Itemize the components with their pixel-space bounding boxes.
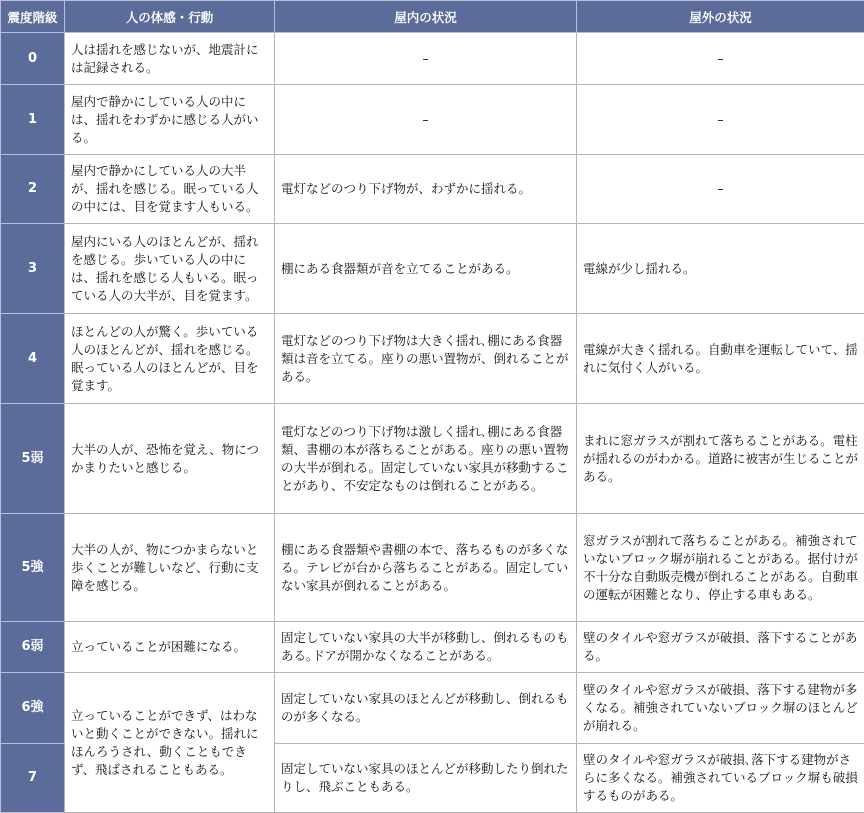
- intensity-level: 5強: [1, 514, 65, 622]
- intensity-level: 7: [1, 744, 65, 813]
- indoor-cell: 電灯などのつり下げ物は大きく揺れ､棚にある食器類は音を立てる。座りの悪い置物が、倒れることがある。: [275, 314, 577, 404]
- indoor-cell: 電灯などのつり下げ物は激しく揺れ､棚にある食器類、書棚の本が落ちることがある。座りの悪い置物の大半が倒れる。固定していない家具が移動することがあり、不安定なものは倒れることがある。: [275, 404, 577, 514]
- person-cell: 立っていることができず、はわないと動くことができない。揺れにほんろうされ、動くこともできず、飛ばされることもある。: [65, 673, 275, 813]
- intensity-level: 6弱: [1, 622, 65, 673]
- header-level: 震度階級: [1, 1, 65, 33]
- intensity-level: 1: [1, 85, 65, 155]
- outdoor-cell: 窓ガラスが割れて落ちることがある。補強されていないブロック塀が崩れることがある。据付けが不十分な自動販売機が倒れることがある。自動車の運転が困難となり、停止する車もある。: [577, 514, 864, 622]
- person-cell: 屋内にいる人のほとんどが、揺れを感じる。歩いている人の中には、揺れを感じる人もいる。眠っている人の大半が、目を覚ます。: [65, 224, 275, 314]
- table-row: [1, 33, 864, 85]
- indoor-cell: –: [275, 85, 577, 155]
- table-row: [1, 514, 864, 622]
- outdoor-cell: 電線が少し揺れる。: [577, 224, 864, 314]
- header-person: 人の体感・行動: [65, 1, 275, 33]
- intensity-level: 2: [1, 155, 65, 224]
- outdoor-cell: 壁のタイルや窓ガラスが破損、落下する建物が多くなる。補強されていないブロック塀のほとんどが崩れる。: [577, 673, 864, 744]
- table-row: [1, 673, 864, 744]
- outdoor-cell: –: [577, 85, 864, 155]
- outdoor-cell: –: [577, 155, 864, 224]
- indoor-cell: –: [275, 33, 577, 85]
- outdoor-cell: 壁のタイルや窓ガラスが破損、落下することがある。: [577, 622, 864, 673]
- outdoor-cell: まれに窓ガラスが割れて落ちることがある。電柱が揺れるのがわかる。道路に被害が生じることがある。: [577, 404, 864, 514]
- intensity-level: 4: [1, 314, 65, 404]
- person-cell: 人は揺れを感じないが、地震計には記録される。: [65, 33, 275, 85]
- table-row: [1, 155, 864, 224]
- intensity-level: 6強: [1, 673, 65, 744]
- table-row: [1, 622, 864, 673]
- person-cell: 屋内で静かにしている人の大半が、揺れを感じる。眠っている人の中には、目を覚ます人もいる。: [65, 155, 275, 224]
- person-cell: ほとんどの人が驚く。歩いている人のほとんどが、揺れを感じる。眠っている人のほとんどが、目を覚ます。: [65, 314, 275, 404]
- indoor-cell: 固定していない家具の大半が移動し、倒れるものもある｡ドアが開かなくなることがある。: [275, 622, 577, 673]
- outdoor-cell: 壁のタイルや窓ガラスが破損､落下する建物がさらに多くなる。補強されているブロック塀も破損するものがある。: [577, 744, 864, 813]
- person-cell: 大半の人が、恐怖を覚え、物につかまりたいと感じる。: [65, 404, 275, 514]
- person-cell: 大半の人が、物につかまらないと歩くことが難しいなど、行動に支障を感じる。: [65, 514, 275, 622]
- table-row: [1, 404, 864, 514]
- indoor-cell: 棚にある食器類が音を立てることがある。: [275, 224, 577, 314]
- header-row: [1, 1, 864, 33]
- outdoor-cell: 電線が大きく揺れる。自動車を運転していて、揺れに気付く人がいる。: [577, 314, 864, 404]
- indoor-cell: 固定していない家具のほとんどが移動したり倒れたりし、飛ぶこともある。: [275, 744, 577, 813]
- intensity-level: 3: [1, 224, 65, 314]
- outdoor-cell: –: [577, 33, 864, 85]
- header-indoor: 屋内の状況: [275, 1, 577, 33]
- indoor-cell: 電灯などのつり下げ物が、わずかに揺れる。: [275, 155, 577, 224]
- intensity-level: 0: [1, 33, 65, 85]
- indoor-cell: 棚にある食器類や書棚の本で、落ちるものが多くなる。テレビが台から落ちることがある。固定していない家具が倒れることがある。: [275, 514, 577, 622]
- table-row: [1, 314, 864, 404]
- person-cell: 屋内で静かにしている人の中には、揺れをわずかに感じる人がいる。: [65, 85, 275, 155]
- header-outdoor: 屋外の状況: [577, 1, 864, 33]
- table-row: [1, 224, 864, 314]
- table-row: [1, 85, 864, 155]
- indoor-cell: 固定していない家具のほとんどが移動し、倒れるものが多くなる。: [275, 673, 577, 744]
- person-cell: 立っていることが困難になる。: [65, 622, 275, 673]
- intensity-level: 5弱: [1, 404, 65, 514]
